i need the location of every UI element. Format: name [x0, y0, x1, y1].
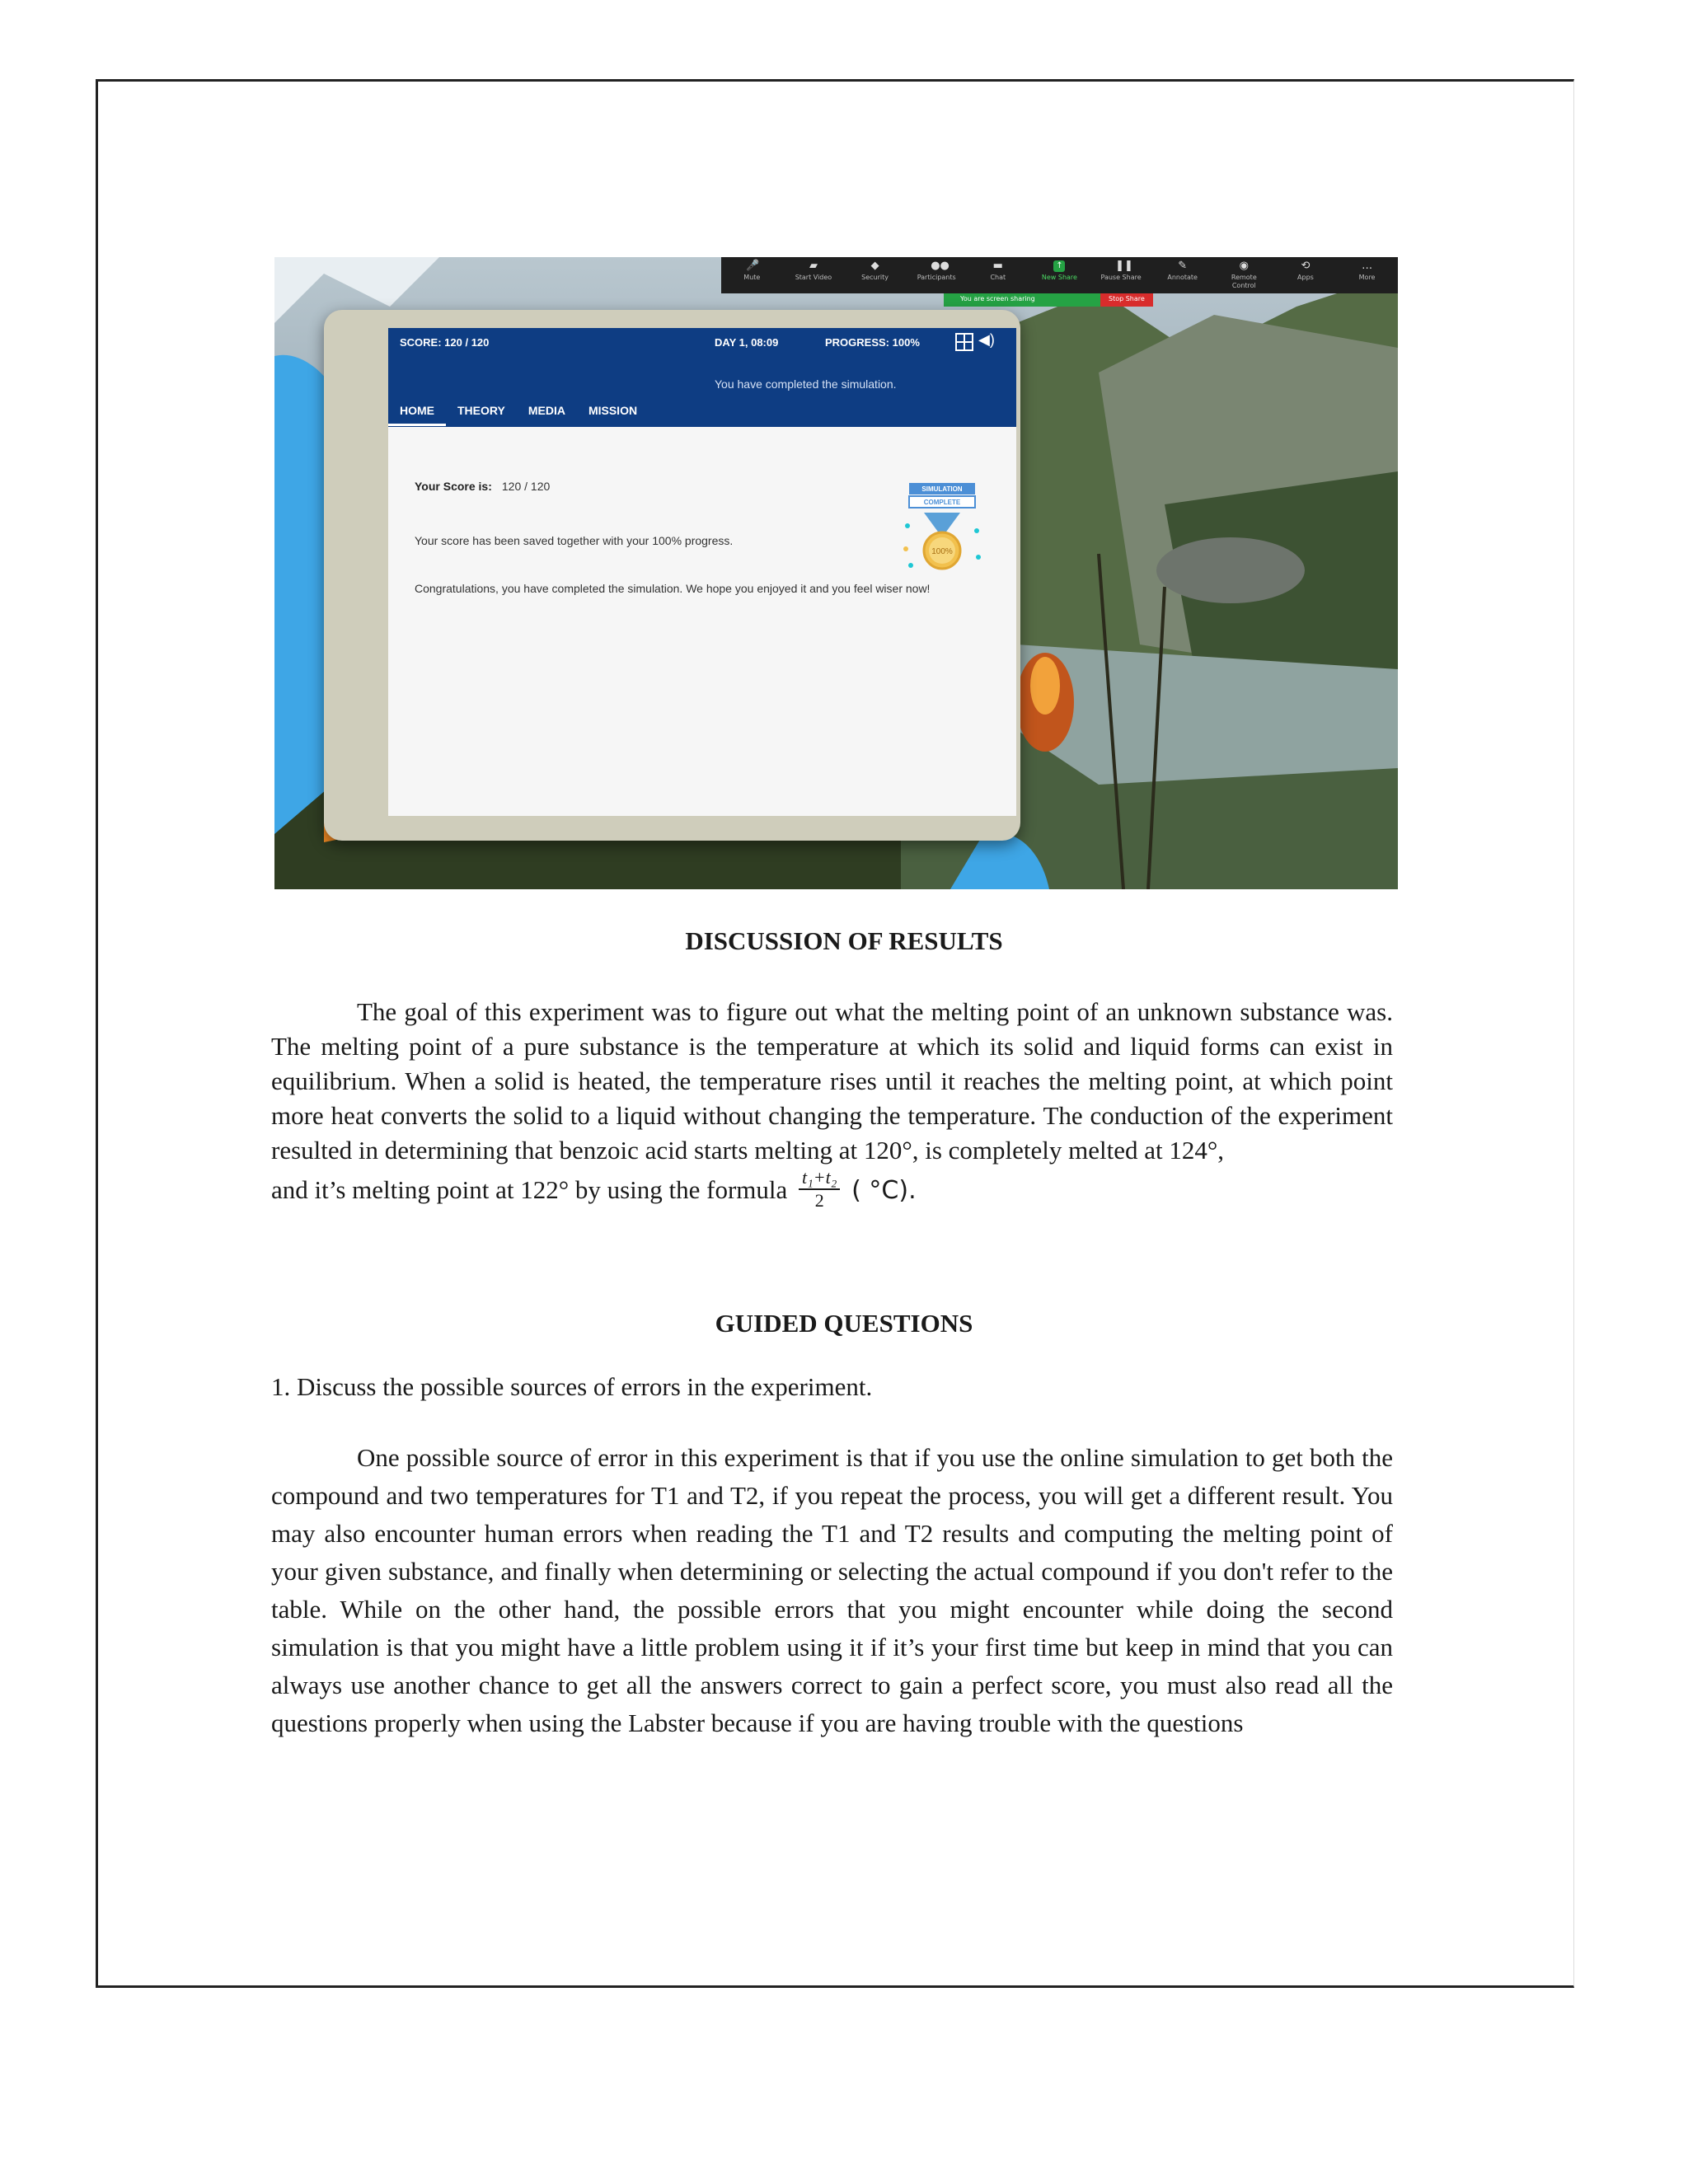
mute-button[interactable]: 🎤 Mute [743, 260, 761, 281]
stop-share-button[interactable]: Stop Share [1100, 293, 1153, 307]
pause-icon: ❚❚ [1115, 260, 1133, 272]
day-label: DAY 1, 08:09 [715, 336, 779, 349]
video-off-icon: ▰ [809, 260, 818, 272]
share-screen-icon: ↑ [1053, 260, 1065, 272]
formula-prefix: and it’s melting point at 122° by using the formula [271, 1175, 788, 1205]
qr-code-icon[interactable] [955, 333, 973, 351]
answer-paragraph: One possible source of error in this experiment is that if you use the online simulation to get both the compound and two temperatures for T1 and T2, if you repeat the process, you will get a different result. You may also encounter human errors when reading the T1 and T2 results and computing the melting point of your given substance, and finally when determining or selecting the actual compound if you don't refer to the table. While on the other hand, the possible errors that you might encounter while doing the second simulation is that you might have a little problem using it if it’s your first time but keep in mind that you can always use another chance to get all the answers correct to gain a perfect score, you must also read all the questions properly when using the Labster because if you are having trouble with the questions [271, 1443, 1393, 1737]
guided-questions-heading: GUIDED QUESTIONS [715, 1309, 973, 1338]
badge-top-text: SIMULATION [921, 485, 963, 493]
annotate-button[interactable]: ✎ Annotate [1167, 260, 1198, 281]
completion-message: You have completed the simulation. [715, 377, 897, 391]
mouse-icon: ◉ [1239, 260, 1249, 272]
simulation-header [388, 328, 1016, 427]
security-button[interactable]: ◆ Security [861, 260, 889, 281]
discussion-heading: DISCUSSION OF RESULTS [685, 926, 1003, 955]
your-score [415, 480, 550, 493]
tab-mission[interactable]: MISSION [588, 404, 638, 417]
question-1: 1. Discuss the possible sources of errors in the experiment. [271, 1372, 873, 1401]
zoom-toolbar [721, 257, 1398, 293]
chat-icon: ▬ [992, 260, 1003, 272]
tablet-device [324, 310, 1020, 841]
pen-icon: ✎ [1178, 260, 1188, 272]
participants-button[interactable]: ●● Participants [917, 260, 956, 281]
simulation-complete-badge-icon [901, 483, 983, 582]
sharing-status: You are screen sharing [944, 293, 1100, 307]
formula-numerator: t₁+t₂ [799, 1167, 840, 1190]
remote-control-button[interactable]: ◉ Remote Control [1231, 260, 1257, 289]
tablet-screen [388, 328, 1016, 816]
apps-icon: ⟲ [1301, 260, 1311, 272]
formula-denominator: 2 [814, 1190, 824, 1211]
chat-button[interactable]: ▬ Chat [990, 260, 1006, 281]
your-score-label: Your Score is: [415, 480, 492, 493]
discussion-paragraph: The goal of this experiment was to figure out what the melting point of an unknown substance was. The melting point of a pure substance is the temperature at which its solid and liquid forms can exist in equilibrium. When a solid is heated, the temperature rises until it reaches the melting point, at which point more heat converts the solid to a liquid without changing the temperature. The conduction of the experiment resulted in determining that benzoic acid starts melting at 120°, is completely melted at 124°, [271, 997, 1393, 1165]
participants-icon: ●● [931, 260, 950, 272]
simulation-screenshot [274, 257, 1398, 889]
tab-home[interactable]: HOME [388, 399, 446, 426]
apps-button[interactable]: ⟲ Apps [1297, 260, 1314, 281]
pause-share-button[interactable]: ❚❚ Pause Share [1100, 260, 1142, 281]
congrats-text: Congratulations, you have completed the simulation. We hope you enjoyed it and you feel wiser now! [415, 582, 931, 595]
score-label: SCORE: 120 / 120 [400, 336, 490, 349]
your-score-value: 120 / 120 [501, 480, 551, 493]
microphone-icon: 🎤 [746, 260, 760, 272]
speaker-icon[interactable]: ◀) [978, 331, 995, 348]
badge-percent-text: 100% [931, 547, 953, 556]
new-share-button[interactable]: ↑ New Share [1041, 261, 1077, 281]
formula-line [271, 1167, 917, 1215]
saved-text: Your score has been saved together with your 100% progress. [415, 534, 734, 547]
badge-mid-text: COMPLETE [923, 499, 961, 506]
screen-sharing-bar [944, 293, 1153, 307]
progress-label: PROGRESS: 100% [825, 336, 920, 349]
formula-unit: ( °C). [851, 1176, 917, 1206]
more-button[interactable]: … More [1358, 260, 1376, 281]
melting-point-formula [799, 1167, 840, 1212]
start-video-button[interactable]: ▰ Start Video [795, 260, 832, 281]
shield-icon: ◆ [870, 260, 879, 272]
tab-media[interactable]: MEDIA [528, 404, 565, 417]
tablet-tabs [388, 399, 649, 426]
tab-theory[interactable]: THEORY [457, 404, 505, 417]
more-icon: … [1362, 260, 1373, 272]
